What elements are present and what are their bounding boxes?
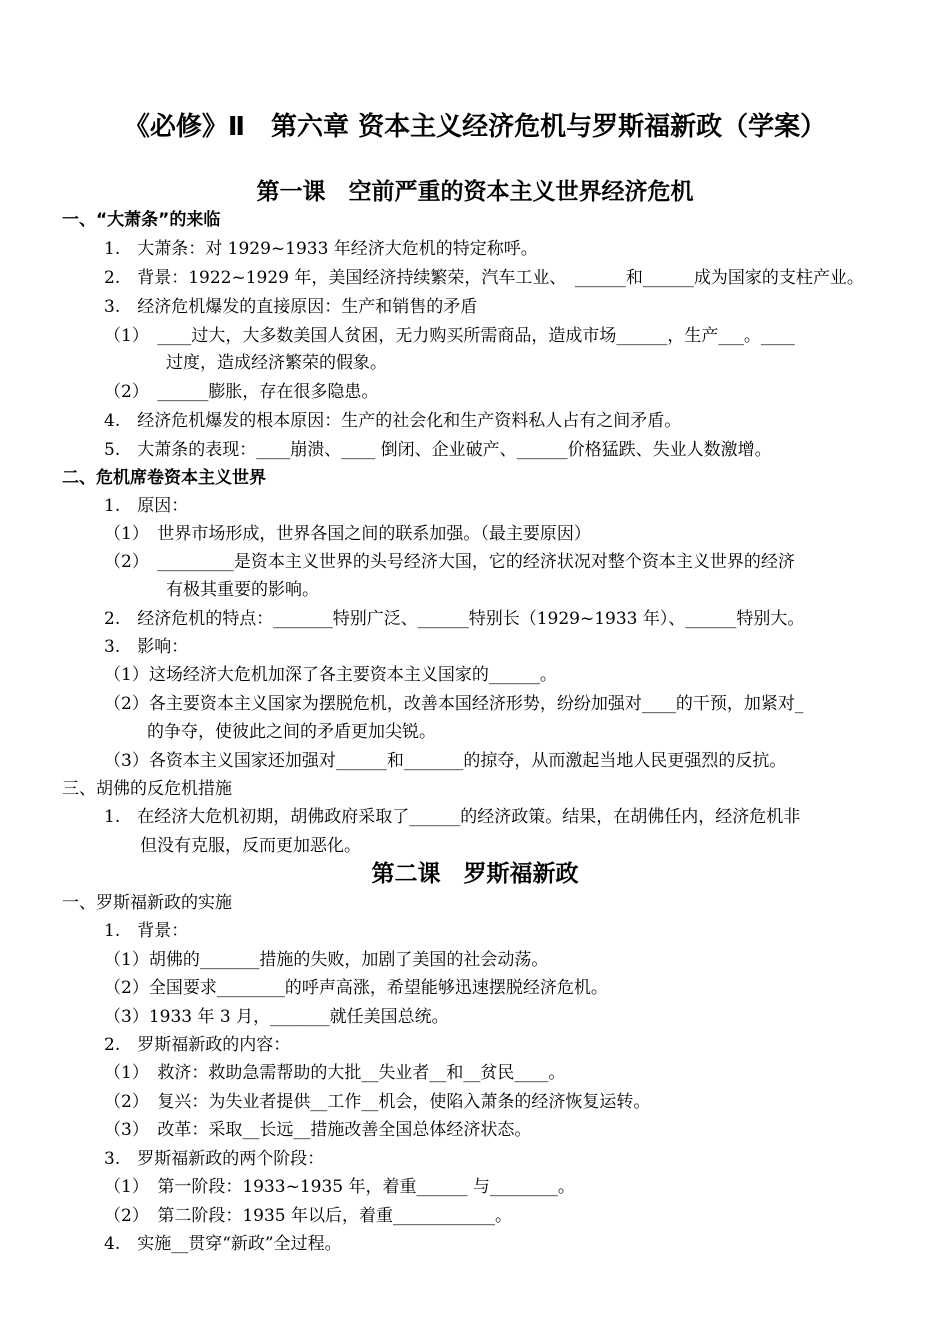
list-item: （2） 复兴：为失业者提供__工作__机会，使陷入萧条的经济恢复运转。: [104, 1092, 651, 1112]
list-item: 5. 大萧条的表现：____崩溃、____ 倒闭、企业破产、______价格猛跌、失业人数激增。: [104, 440, 772, 460]
list-item: 3. 经济危机爆发的直接原因：生产和销售的矛盾: [104, 297, 478, 317]
lesson-2-title: 第二课 罗斯福新政: [371, 861, 579, 887]
list-item: （1） 救济：救助急需帮助的大批__失业者__和__贫民____。: [104, 1063, 566, 1083]
list-item: 3. 影响：: [104, 637, 189, 657]
list-item: 2. 经济危机的特点：_______特别广泛、______特别长（1929~1933 年）、______特别大。: [104, 609, 805, 629]
list-item-continued: 但没有克服，反而更加恶化。: [140, 836, 361, 856]
list-item: 2. 罗斯福新政的内容：: [104, 1035, 291, 1055]
list-item: 3. 罗斯福新政的两个阶段：: [104, 1149, 325, 1169]
list-item: （1）胡佛的_______措施的失败，加剧了美国的社会动荡。: [104, 950, 549, 970]
list-item: （2）各主要资本主义国家为摆脱危机，改善本国经济形势，纷纷加强对____的干预，加紧对_: [104, 694, 804, 714]
list-item: （3）1933 年 3 月，_______就任美国总统。: [104, 1007, 449, 1027]
list-item: （2） 第二阶段：1935 年以后，着重____________。: [104, 1206, 512, 1226]
list-item: （2） _________是资本主义世界的头号经济大国，它的经济状况对整个资本主义世界的经济: [104, 552, 795, 572]
section-heading: 三、胡佛的反危机措施: [62, 779, 232, 799]
list-item: （3）各资本主义国家还加强对______和_______的掠夺，从而激起当地人民更强烈的反抗。: [104, 751, 787, 771]
list-item-continued: 的争夺，使彼此之间的矛盾更加尖锐。: [147, 722, 436, 742]
list-item: （3） 改革：采取__长远__措施改善全国总体经济状态。: [104, 1120, 532, 1140]
section-heading: 二、危机席卷资本主义世界: [62, 468, 266, 488]
list-item: （1） 世界市场形成，世界各国之间的联系加强。（最主要原因）: [104, 524, 591, 544]
list-item: 1. 大萧条：对 1929~1933 年经济大危机的特定称呼。: [104, 239, 538, 259]
list-item: （1） 第一阶段：1933~1935 年，着重______ 与________。: [104, 1177, 575, 1197]
list-item: 1. 在经济大危机初期，胡佛政府采取了______的经济政策。结果，在胡佛任内，经济危机非: [104, 807, 801, 827]
lesson-1-title: 第一课 空前严重的资本主义世界经济危机: [256, 179, 694, 205]
page-title: 《必修》Ⅱ 第六章 资本主义经济危机与罗斯福新政（学案）: [123, 112, 827, 142]
list-item-continued: 有极其重要的影响。: [166, 580, 319, 600]
list-item: （1） ____过大，大多数美国人贫困，无力购买所需商品，造成市场______，生产___。____: [104, 326, 795, 346]
list-item: 2. 背景：1922~1929 年，美国经济持续繁荣，汽车工业、 ______和______成为国家的支柱产业。: [104, 268, 864, 288]
list-item: 1. 背景：: [104, 921, 189, 941]
list-item: （1）这场经济大危机加深了各主要资本主义国家的______。: [104, 665, 557, 685]
list-item: （2） ______膨胀，存在很多隐患。: [104, 382, 379, 402]
section-heading: 一、罗斯福新政的实施: [62, 893, 232, 913]
list-item: 1. 原因：: [104, 496, 189, 516]
section-heading: 一、“大萧条”的来临: [62, 210, 221, 230]
list-item: （2）全国要求________的呼声高涨，希望能够迅速摆脱经济危机。: [104, 978, 608, 998]
list-item-continued: 过度，造成经济繁荣的假象。: [166, 353, 387, 373]
list-item: 4. 实施__贯穿“新政”全过程。: [104, 1234, 342, 1254]
list-item: 4. 经济危机爆发的根本原因：生产的社会化和生产资料私人占有之间矛盾。: [104, 411, 682, 431]
